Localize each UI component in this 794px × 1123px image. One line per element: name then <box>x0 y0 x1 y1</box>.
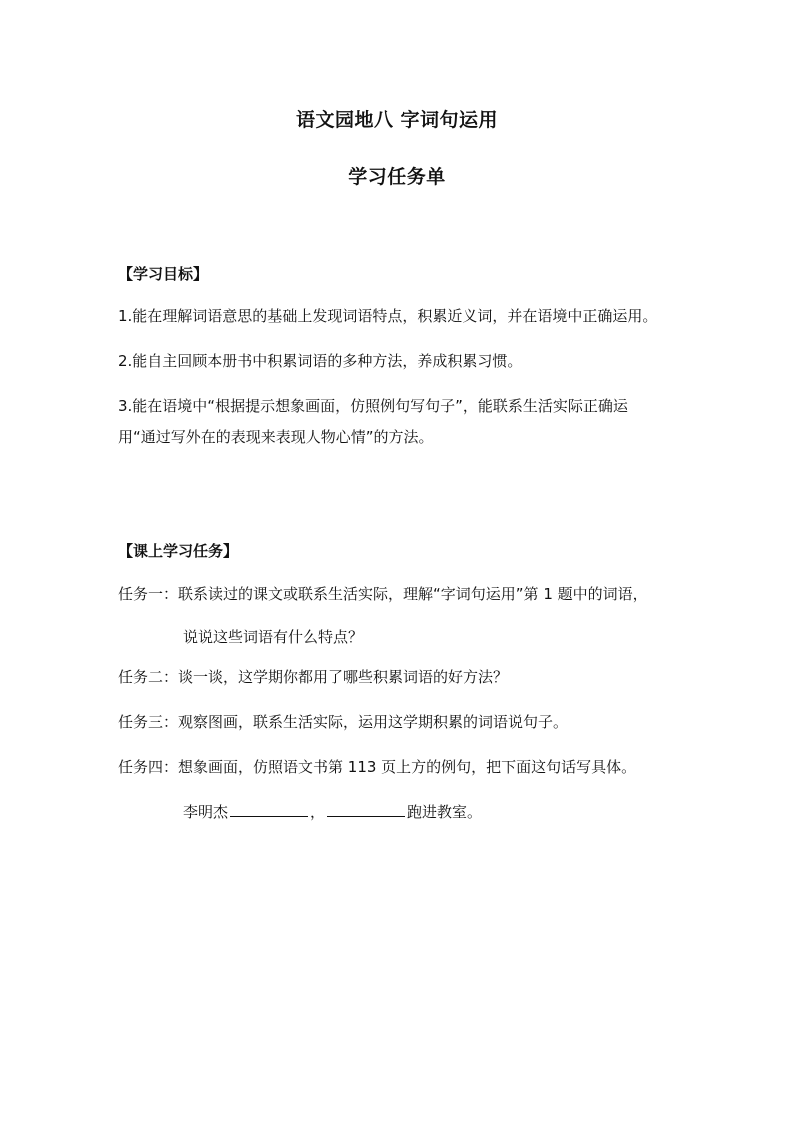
fill-blank-1[interactable] <box>230 802 308 817</box>
objective-item-3: 3.能在语境中“根据提示想象画面，仿照例句写句子”，能联系生活实际正确运 <box>118 397 628 415</box>
fill-sentence-prefix: 李明杰 <box>183 803 229 821</box>
document-subtitle: 学习任务单 <box>348 166 446 188</box>
objective-item-1: 1.能在理解词语意思的基础上发现词语特点，积累近义词，并在语境中正确运用。 <box>118 307 658 325</box>
task-1-line-1: 任务一：联系读过的课文或联系生活实际，理解“字词句运用”第 1 题中的词语， <box>118 585 648 603</box>
task-1-line-2: 说说这些词语有什么特点？ <box>183 628 364 646</box>
tasks-heading: 【课上学习任务】 <box>118 542 239 560</box>
task-2: 任务二：谈一谈，这学期你都用了哪些积累词语的好方法？ <box>118 668 509 686</box>
objective-item-2: 2.能自主回顾本册书中积累词语的多种方法，养成积累习惯。 <box>118 352 523 370</box>
objective-item-3-continuation: 用“通过写外在的表现来表现人物心情”的方法。 <box>118 428 434 446</box>
fill-in-sentence <box>183 801 482 822</box>
objectives-heading: 【学习目标】 <box>118 265 209 283</box>
document-title: 语文园地八 字词句运用 <box>295 109 499 131</box>
task-4: 任务四：想象画面，仿照语文书第 113 页上方的例句，把下面这句话写具体。 <box>118 758 637 776</box>
task-3: 任务三：观察图画，联系生活实际，运用这学期积累的词语说句子。 <box>118 713 569 731</box>
fill-sentence-comma: ， <box>310 803 326 821</box>
fill-blank-2[interactable] <box>327 802 405 817</box>
fill-sentence-suffix: 跑进教室。 <box>407 803 483 821</box>
